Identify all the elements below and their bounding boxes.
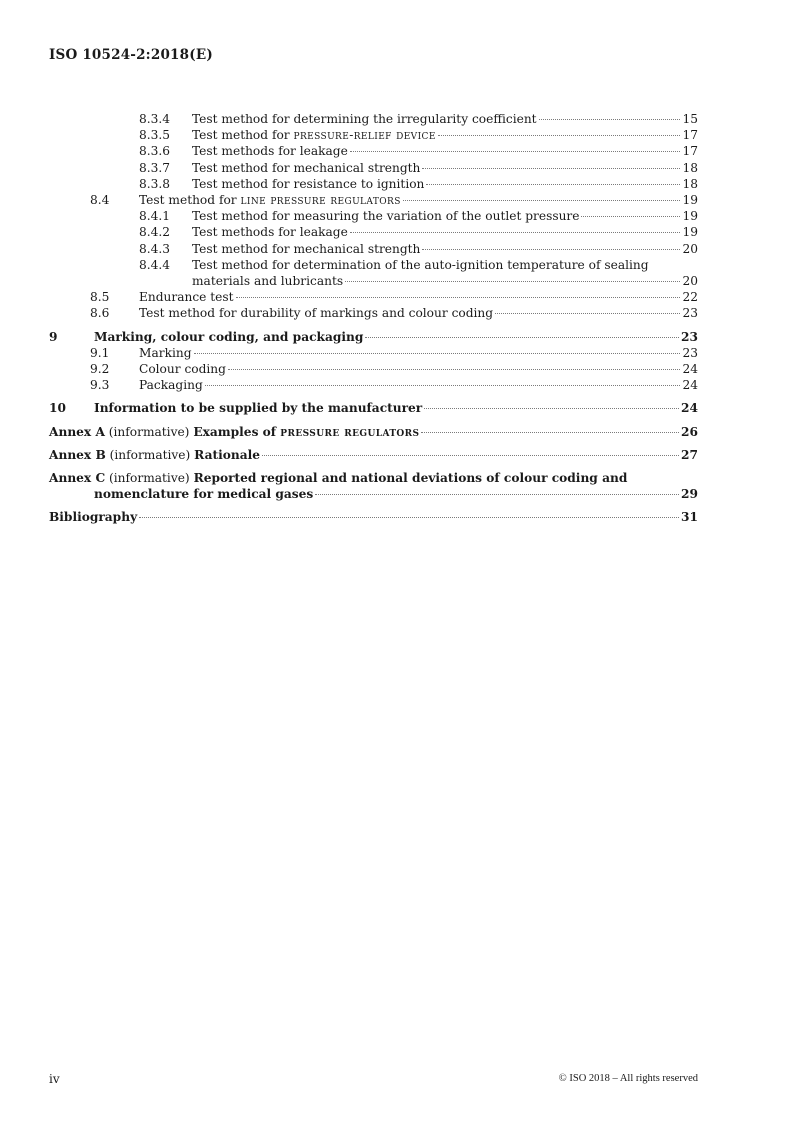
toc-entry-title: Annex C (informative) Reported regional and national deviations of colour coding and <box>49 471 628 486</box>
toc-entry-page: 20 <box>682 241 698 256</box>
toc-entry-page: 19 <box>682 209 698 224</box>
toc-entry-number: 9.1 <box>90 345 110 360</box>
leader-dots <box>403 200 681 201</box>
toc-entry-title: Test method for mechanical strength <box>192 160 421 175</box>
toc-entry-number: 9.2 <box>90 362 110 377</box>
toc-entry-page: 19 <box>682 193 698 208</box>
toc-entry-number: 8.3.8 <box>139 176 171 191</box>
leader-dots <box>345 281 680 282</box>
toc-entry-page: 20 <box>682 274 698 289</box>
toc-entry-title: Test methods for leakage <box>192 144 348 159</box>
toc-entry[interactable] <box>49 127 698 143</box>
toc-entry-page: 23 <box>682 345 698 360</box>
toc-entry-title: Test method for measuring the variation of the outlet pressure <box>192 209 580 224</box>
leader-dots <box>236 297 681 298</box>
toc-entry[interactable] <box>49 377 698 393</box>
toc-entry-page: 24 <box>682 362 698 377</box>
toc-entry-title: Test methods for leakage <box>192 225 348 240</box>
toc-entry[interactable] <box>49 143 698 159</box>
toc-entry[interactable] <box>49 208 698 224</box>
leader-dots <box>424 408 679 409</box>
toc-entry-number: 9 <box>49 329 58 344</box>
leader-dots <box>350 232 681 233</box>
toc-entry-number: 8.4.1 <box>139 209 171 224</box>
toc-entry[interactable] <box>49 192 698 208</box>
toc-entry[interactable] <box>49 224 698 240</box>
toc-entry-title: Colour coding <box>139 362 226 377</box>
toc-entry[interactable] <box>49 111 698 127</box>
leader-dots <box>139 517 679 518</box>
toc-entry[interactable] <box>49 160 698 176</box>
toc-entry[interactable] <box>49 345 698 361</box>
leader-dots <box>422 249 680 250</box>
toc-entry-page: 23 <box>681 329 698 344</box>
toc-annex-entry[interactable] <box>49 470 698 502</box>
toc-entry-title: Test method for determining the irregularity coefficient <box>192 112 537 126</box>
toc-entry-page: 24 <box>681 401 698 416</box>
toc-entry-page: 18 <box>682 176 698 191</box>
toc-entry-title: Annex B (informative) Rationale <box>49 447 260 462</box>
toc-entry[interactable] <box>49 241 698 257</box>
leader-dots <box>262 455 679 456</box>
toc-bibliography-entry[interactable] <box>49 509 698 525</box>
toc-entry-page: 27 <box>681 447 698 462</box>
toc-entry-title: Test method for durability of markings and colour coding <box>139 306 494 321</box>
toc-entry-page: 24 <box>682 378 698 393</box>
toc-entry-page: 18 <box>682 160 698 175</box>
toc-entry-page: 23 <box>682 306 698 321</box>
toc-entry-number: 8.4.3 <box>139 241 171 256</box>
toc-entry-number: 8.5 <box>90 290 110 305</box>
toc-entry-number: 8.4.4 <box>139 257 171 272</box>
toc-entry-title: Test method for mechanical strength <box>192 241 421 256</box>
toc-entry-title: Test method for resistance to ignition <box>192 176 425 191</box>
toc-entry-page: 17 <box>682 144 698 159</box>
toc-annex-entry[interactable] <box>49 447 698 463</box>
toc-entry-title: Endurance test <box>139 290 234 305</box>
leader-dots <box>539 119 681 120</box>
leader-dots <box>194 353 681 354</box>
leader-dots <box>495 313 680 314</box>
toc-entry-title: Marking, colour coding, and packaging <box>94 329 364 344</box>
leader-dots <box>205 385 681 386</box>
toc-entry-number: 8.3.4 <box>139 112 171 126</box>
toc-entry-page: 19 <box>682 225 698 240</box>
leader-dots <box>581 216 680 217</box>
toc-entry-title: Test method for pressure-relief device <box>192 128 436 143</box>
leader-dots <box>421 432 679 433</box>
toc-entry-number: 8.4.2 <box>139 225 171 240</box>
toc-entry-number: 8.6 <box>90 306 110 321</box>
toc-entry-page: 17 <box>682 128 698 143</box>
toc-entry-page: 22 <box>682 290 698 305</box>
leader-dots <box>350 151 681 152</box>
toc-entry-page: 26 <box>681 424 698 439</box>
toc-entry[interactable] <box>49 289 698 305</box>
toc-entry[interactable] <box>49 176 698 192</box>
page-number: iv <box>49 1072 60 1086</box>
toc-entry-title: Information to be supplied by the manufacturer <box>94 401 423 416</box>
toc-entry-title: Test method for line pressure regulators <box>139 193 401 208</box>
leader-dots <box>315 494 679 495</box>
toc-entry[interactable] <box>49 257 698 289</box>
toc-entry-number: 8.4 <box>90 193 110 208</box>
leader-dots <box>422 168 680 169</box>
toc-entry-page: 15 <box>682 112 698 126</box>
toc-entry-title: Marking <box>139 345 192 360</box>
leader-dots <box>365 337 679 338</box>
document-id: ISO 10524-2:2018(E) <box>49 47 213 63</box>
leader-dots <box>426 184 680 185</box>
toc-entry-number: 8.3.5 <box>139 128 171 143</box>
toc-entry-title: Bibliography <box>49 510 138 525</box>
toc-entry-title: Packaging <box>139 378 203 393</box>
toc-entry[interactable] <box>49 329 698 345</box>
toc-entry-title-cont: nomenclature for medical gases <box>94 487 314 502</box>
toc-annex-entry[interactable] <box>49 424 698 440</box>
toc-entry[interactable] <box>49 400 698 416</box>
toc-entry-title: Annex A (informative) Examples of pressure regulators <box>49 424 420 439</box>
leader-dots <box>438 135 681 136</box>
toc-entry-title-cont: materials and lubricants <box>192 274 344 289</box>
copyright-notice: © ISO 2018 – All rights reserved <box>558 1073 698 1084</box>
toc-entry[interactable] <box>49 305 698 321</box>
toc-entry-page: 29 <box>681 487 698 502</box>
toc-entry-page: 31 <box>681 510 698 525</box>
toc-entry-number: 8.3.7 <box>139 160 171 175</box>
toc-entry[interactable] <box>49 361 698 377</box>
toc-entry-number: 8.3.6 <box>139 144 171 159</box>
toc-entry-title: Test method for determination of the auto-ignition temperature of sealing <box>192 257 649 272</box>
table-of-contents <box>49 111 698 526</box>
toc-entry-number: 10 <box>49 401 66 416</box>
toc-entry-number: 9.3 <box>90 378 110 393</box>
leader-dots <box>228 369 681 370</box>
